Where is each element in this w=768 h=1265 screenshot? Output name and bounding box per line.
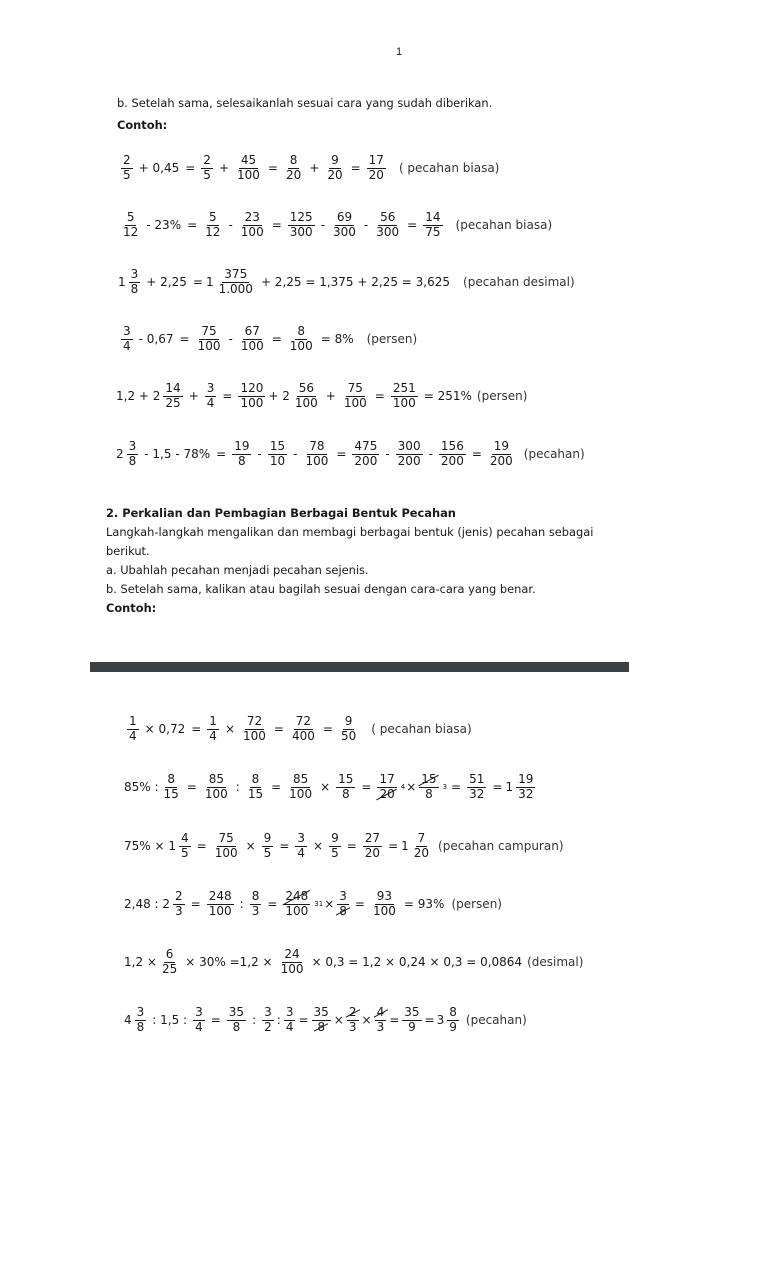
fraction: $\frac{75}{100}$	[214, 831, 238, 860]
fraction: 8 9	[449, 1005, 457, 1034]
operator: :	[239, 897, 244, 911]
fraction: $\frac{3}{4}$	[195, 1005, 203, 1034]
equals: =	[190, 897, 201, 911]
equals: =	[271, 332, 282, 346]
equals: =	[216, 447, 227, 461]
operator: -	[385, 447, 390, 461]
fraction: $\frac{3}{4}$	[285, 1005, 294, 1034]
fraction: 3 4	[123, 324, 131, 353]
cancel-mark: 3	[442, 783, 448, 791]
note-text: ( pecahan biasa)	[371, 722, 472, 736]
equals: =	[492, 780, 503, 794]
result: = 93%	[403, 897, 445, 911]
fraction: 3 8	[128, 439, 137, 468]
operator: +	[309, 161, 320, 175]
operator: +	[188, 389, 199, 403]
fraction: $\frac{75}{100}$	[197, 324, 221, 353]
step-b-text: b. Setelah sama, selesaikanlah sesuai cara yang sudah diberikan.	[117, 96, 493, 110]
fraction: 69 300	[333, 210, 356, 239]
operator: -	[228, 218, 233, 232]
fraction: $\frac{120}{100}$	[240, 381, 264, 410]
fraction: 2 5	[123, 153, 131, 182]
note-text: (pecahan campuran)	[438, 839, 564, 853]
note-text: (desimal)	[527, 955, 584, 969]
result: = 8%	[320, 332, 354, 346]
operator: +	[218, 161, 229, 175]
fraction: $\frac{85}{100}$	[289, 772, 313, 801]
fraction: $\frac{125}{300}$	[289, 210, 313, 239]
fraction: $\frac{9}{5}$	[263, 831, 272, 860]
fraction: $\frac{85}{100}$	[204, 772, 228, 801]
operator: + 0,45	[138, 161, 180, 175]
cancel-mark: 31	[314, 900, 324, 908]
result: = 251%	[423, 389, 472, 403]
equals: =	[267, 897, 278, 911]
expression-tail: + 2,25 = 1,375 + 2,25 = 3,625	[260, 275, 451, 289]
equals: =	[191, 722, 202, 736]
operator: -	[428, 447, 433, 461]
fraction: $\frac{3}{4}$	[206, 381, 215, 410]
operator: × 0,72	[144, 722, 186, 736]
equals: =	[196, 839, 207, 853]
step-b-text: b. Setelah sama, kalikan atau bagilah sesuai dengan cara-cara yang benar.	[106, 582, 536, 596]
equals: =	[179, 332, 190, 346]
fraction: 3 8	[136, 1005, 145, 1034]
equals: =	[279, 839, 290, 853]
fraction: 300 200	[397, 439, 421, 468]
operator: ×	[245, 839, 256, 853]
fraction: $\frac{8}{15}$	[247, 772, 264, 801]
fraction: $\frac{45}{100}$	[237, 153, 260, 182]
operator: + 2,25	[146, 275, 187, 289]
expression-middle: - 1,5 - 78%	[144, 447, 211, 461]
fraction: $\frac{72}{100}$	[243, 714, 266, 743]
fraction: $\frac{1}{4}$	[129, 714, 137, 743]
contoh-label: Contoh:	[106, 601, 157, 615]
whole-number: 3	[436, 1013, 445, 1027]
fraction: 5 12	[123, 210, 139, 239]
equation-row	[118, 319, 417, 359]
page-number: 1	[395, 46, 403, 58]
note-text: (persen)	[366, 332, 418, 346]
whole-number: 1	[401, 839, 409, 853]
fraction: $\frac{24}{100}$	[280, 947, 304, 976]
equals: =	[336, 447, 347, 461]
fraction: $\frac{19}{8}$	[234, 439, 250, 468]
equals: =	[192, 275, 203, 289]
section-2-line1: Langkah-langkah mengalikan dan membagi berbagai bentuk (jenis) pecahan sebagai	[106, 525, 594, 539]
operator: :	[252, 1013, 257, 1027]
fraction: $\frac{248}{100}$	[208, 889, 232, 918]
expression-lead: 1,2 + 2	[116, 389, 161, 403]
operator: ×	[313, 839, 324, 853]
fraction: $\frac{9}{50}$	[340, 714, 357, 743]
whole-number: 1	[205, 275, 214, 289]
fraction: $\frac{9}{5}$	[331, 831, 339, 860]
fraction: $\frac{8}{100}$	[289, 324, 313, 353]
section-2-line2: berikut.	[106, 544, 150, 558]
fraction: $\frac{51}{32}$	[469, 772, 485, 801]
fraction: 14 25	[165, 381, 181, 410]
fraction: $\frac{93}{100}$	[372, 889, 396, 918]
section-2-title: 2. Perkalian dan Pembagian Berbagai Bentuk Pecahan	[106, 506, 456, 520]
equals: =	[471, 447, 482, 461]
fraction: $\frac{17}{20}$	[379, 772, 395, 801]
fraction: $\frac{27}{20}$	[364, 831, 381, 860]
fraction: $\frac{78}{100}$	[305, 439, 329, 468]
fraction: $\frac{15}{8}$	[421, 772, 437, 801]
note-text: (persen)	[451, 897, 502, 911]
fraction: $\frac{15}{8}$	[338, 772, 354, 801]
operator: ×	[320, 780, 331, 794]
operator: ×	[324, 897, 335, 911]
equation-row	[116, 376, 527, 416]
operator: - 23%	[146, 218, 182, 232]
fraction: $\frac{1}{4}$	[209, 714, 217, 743]
equals: =	[271, 780, 282, 794]
equals: =	[271, 218, 282, 232]
operator: + 2	[268, 389, 290, 403]
fraction: $\frac{8}{20}$	[285, 153, 302, 182]
equals: =	[361, 780, 372, 794]
equals: =	[186, 780, 197, 794]
fraction: $\frac{248}{100}$	[285, 889, 309, 918]
equals: =	[322, 722, 333, 736]
whole-number: 2	[116, 447, 124, 461]
expression-middle: : 1,5 :	[152, 1013, 188, 1027]
operator: - 0,67	[138, 332, 174, 346]
equals: =	[210, 1013, 221, 1027]
equation-row	[118, 148, 499, 188]
expression-middle: × 30% =1,2 ×	[185, 955, 273, 969]
whole-number: 4	[124, 1013, 132, 1027]
equals: =	[222, 389, 233, 403]
fraction: $\frac{35}{8}$	[313, 1005, 329, 1034]
expression-lead: 2,48 : 2	[124, 897, 171, 911]
fraction: $\frac{251}{100}$	[392, 381, 416, 410]
operator: -	[257, 447, 262, 461]
equation-row	[124, 709, 472, 749]
note-text: ( pecahan biasa)	[398, 161, 500, 175]
equation-row	[124, 1000, 527, 1040]
equation-row	[124, 826, 564, 866]
note-text: (persen)	[476, 389, 528, 403]
fraction: $\frac{156}{200}$	[440, 439, 464, 468]
equation-row	[124, 884, 502, 924]
equals: =	[424, 1013, 435, 1027]
operator: ×	[224, 722, 235, 736]
equals: =	[350, 161, 361, 175]
note-text: (pecahan)	[523, 447, 585, 461]
fraction: 3 2	[264, 1005, 272, 1034]
fraction: 375 1.000	[218, 267, 253, 296]
fraction: $\frac{14}{75}$	[425, 210, 441, 239]
operator: -	[228, 332, 233, 346]
fraction: $\frac{75}{100}$	[343, 381, 367, 410]
fraction: $\frac{35}{8}$	[228, 1005, 245, 1034]
operator: :	[276, 1013, 281, 1027]
fraction: $\frac{9}{20}$	[327, 153, 343, 182]
equals: =	[374, 389, 385, 403]
operator: +	[325, 389, 336, 403]
expression-tail: × 0,3 = 1,2 × 0,24 × 0,3 = 0,0864	[311, 955, 523, 969]
fraction: $\frac{4}{5}$	[181, 831, 189, 860]
fraction: 3 8	[130, 267, 139, 296]
fraction: $\frac{2}{3}$	[175, 889, 183, 918]
fraction: 7 20	[413, 831, 430, 860]
equation-row	[124, 767, 538, 807]
fraction: $\frac{67}{100}$	[240, 324, 264, 353]
note-text: (pecahan biasa)	[455, 218, 553, 232]
fraction: $\frac{19}{200}$	[489, 439, 513, 468]
equals: =	[389, 1013, 400, 1027]
fraction: $\frac{6}{25}$	[161, 947, 178, 976]
fraction: $\frac{35}{9}$	[404, 1005, 420, 1034]
fraction: $\frac{3}{4}$	[297, 831, 306, 860]
note-text: (pecahan desimal)	[463, 275, 575, 289]
equals: =	[185, 161, 196, 175]
fraction: $\frac{2}{5}$	[203, 153, 211, 182]
expression-lead: 85% :	[124, 780, 159, 794]
operator: -	[320, 218, 326, 232]
fraction: $\frac{23}{100}$	[240, 210, 264, 239]
equals: =	[346, 839, 357, 853]
divider-bar	[90, 662, 629, 672]
note-text: (pecahan)	[465, 1013, 527, 1027]
equals: =	[388, 839, 399, 853]
operator: -	[293, 447, 298, 461]
cancel-mark: 4	[400, 783, 406, 791]
fraction: $\frac{5}{12}$	[205, 210, 221, 239]
operator: :	[235, 780, 240, 794]
fraction: 56 100	[294, 381, 318, 410]
equation-row	[118, 262, 575, 302]
equals: =	[273, 722, 284, 736]
contoh-label: Contoh:	[117, 118, 168, 132]
operator: ×	[361, 1013, 372, 1027]
equals: =	[187, 218, 198, 232]
equation-row	[124, 942, 583, 982]
equals: =	[298, 1013, 309, 1027]
equals: =	[354, 897, 365, 911]
expression-lead: 75% × 1	[124, 839, 176, 853]
fraction: $\frac{2}{3}$	[348, 1005, 357, 1034]
equals: =	[451, 780, 462, 794]
equals: =	[267, 161, 278, 175]
fraction: 19 32	[518, 772, 534, 801]
fraction: $\frac{17}{20}$	[368, 153, 384, 182]
fraction: $\frac{56}{300}$	[376, 210, 400, 239]
fraction: $\frac{8}{15}$	[163, 772, 179, 801]
fraction: $\frac{8}{3}$	[251, 889, 260, 918]
expression-lead: 1,2 ×	[124, 955, 157, 969]
fraction: 15 10	[269, 439, 286, 468]
fraction: $\frac{72}{400}$	[291, 714, 315, 743]
whole-number: 1	[505, 780, 514, 794]
whole-number: 1	[118, 275, 126, 289]
fraction: $\frac{4}{3}$	[376, 1005, 385, 1034]
fraction: $\frac{3}{8}$	[339, 889, 347, 918]
fraction: $\frac{475}{200}$	[354, 439, 378, 468]
step-a-text: a. Ubahlah pecahan menjadi pecahan sejenis.	[106, 563, 369, 577]
equals: =	[407, 218, 418, 232]
operator: ×	[333, 1013, 344, 1027]
operator: ×	[406, 780, 417, 794]
equation-row	[116, 434, 585, 474]
operator: -	[363, 218, 369, 232]
equation-row	[118, 205, 552, 245]
